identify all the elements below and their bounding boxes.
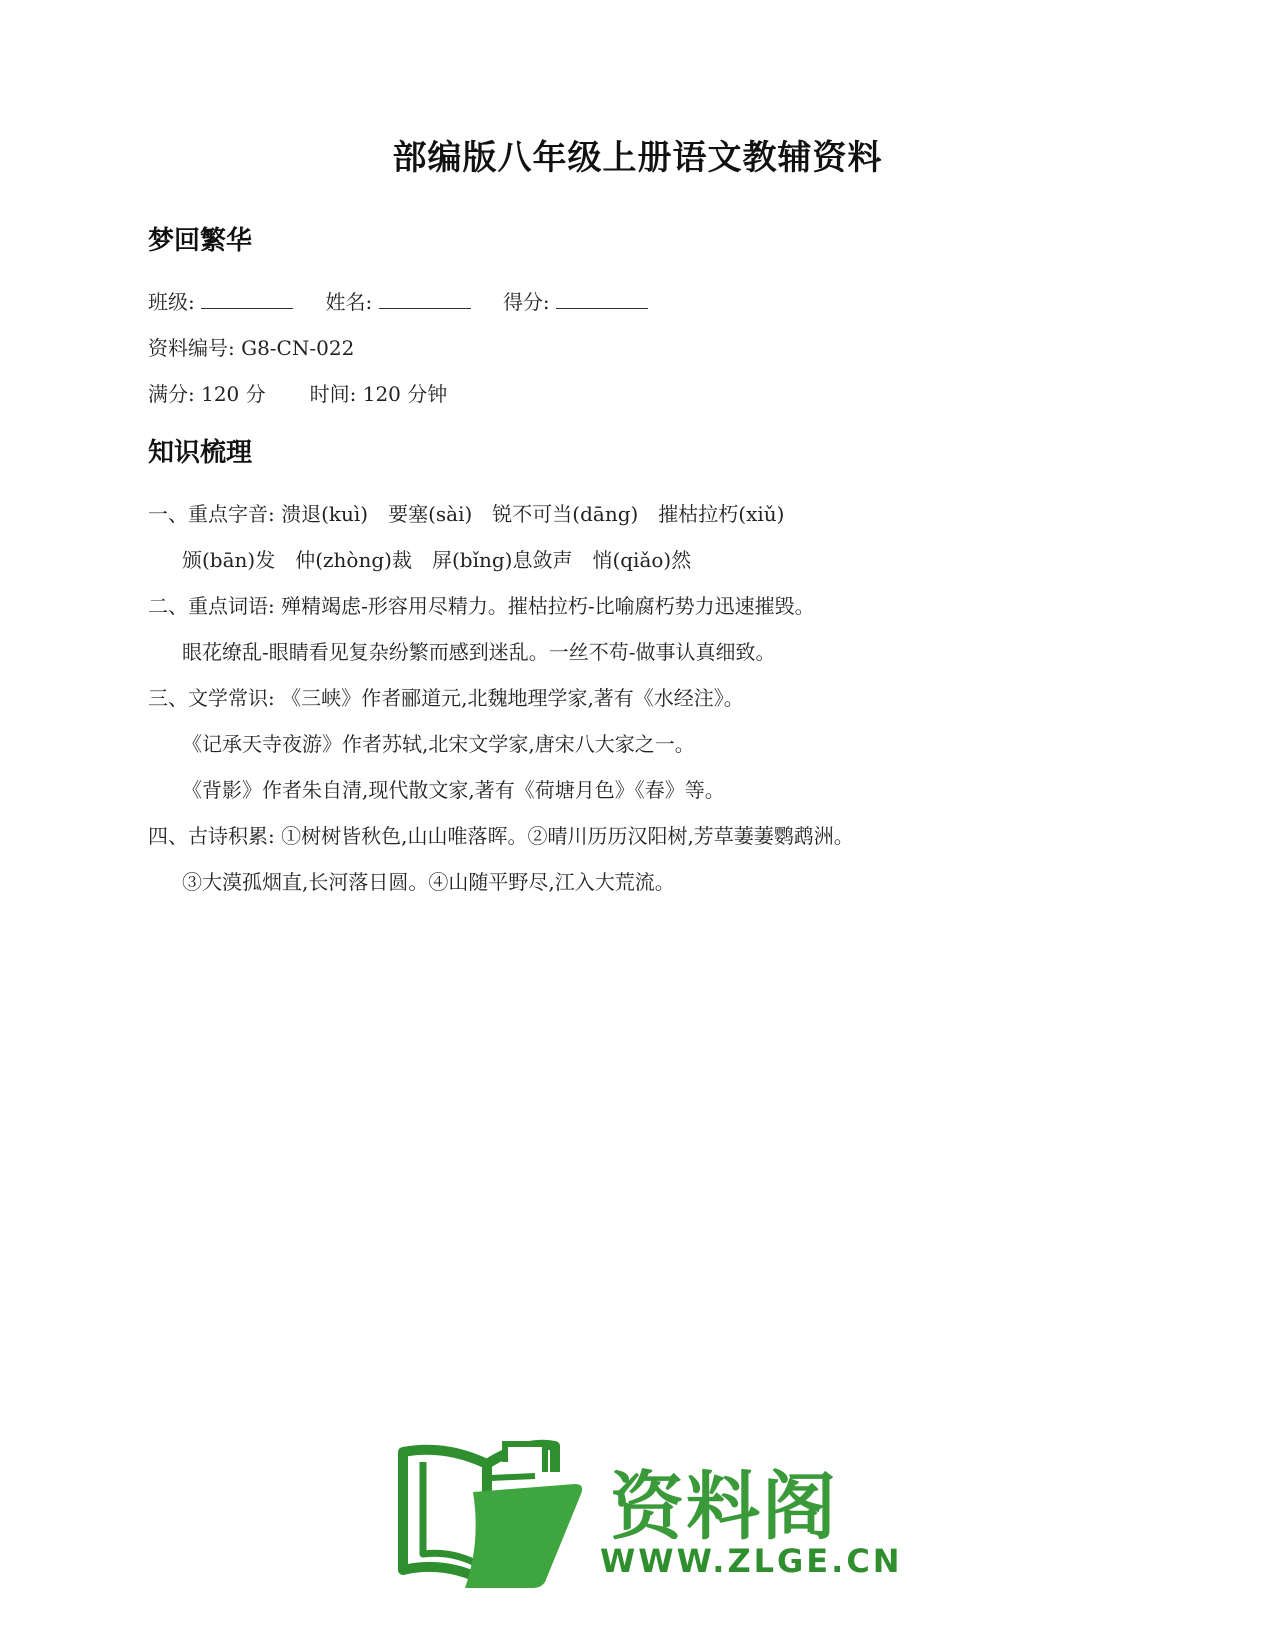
score-blank[interactable] xyxy=(556,292,648,309)
content-line: 二、重点词语: 殚精竭虑-形容用尽精力。摧枯拉朽-比喻腐朽势力迅速摧毁。 xyxy=(148,594,815,618)
document-title: 部编版八年级上册语文教辅资料 xyxy=(392,138,883,178)
lesson-title: 梦回繁华 xyxy=(148,226,253,256)
logo-url[interactable]: WWW.ZLGE.CN xyxy=(600,1542,903,1580)
class-blank[interactable] xyxy=(201,292,293,309)
content-line: 颁(bān)发 仲(zhòng)裁 屏(bǐng)息敛声 悄(qiǎo)然 xyxy=(182,548,692,572)
class-label: 班级: xyxy=(148,290,195,314)
content-line: ③大漠孤烟直,长河落日圆。④山随平野尽,江入大荒流。 xyxy=(182,870,675,894)
content-line: 一、重点字音: 溃退(kuì) 要塞(sài) 锐不可当(dāng) 摧枯拉朽(xiǔ) xyxy=(148,502,785,526)
score-time-row xyxy=(148,378,447,407)
doc-id: 资料编号: G8-CN-022 xyxy=(148,336,355,360)
time-limit: 时间: 120 分钟 xyxy=(309,382,448,406)
section-heading: 知识梳理 xyxy=(148,438,253,468)
name-blank[interactable] xyxy=(379,292,471,309)
content-line: 眼花缭乱-眼睛看见复杂纷繁而感到迷乱。一丝不苟-做事认真细致。 xyxy=(182,640,776,664)
open-book-folder-icon xyxy=(395,1432,595,1592)
content-line: 三、文学常识: 《三峡》作者郦道元,北魏地理学家,著有《水经注》。 xyxy=(148,686,744,710)
info-fields-row xyxy=(148,286,674,315)
content-line: 《记承天寺夜游》作者苏轼,北宋文学家,唐宋八大家之一。 xyxy=(182,732,695,756)
logo-name: 资料阁 xyxy=(610,1464,838,1550)
content-line: 《背影》作者朱自清,现代散文家,著有《荷塘月色》《春》等。 xyxy=(182,778,725,802)
score-label: 得分: xyxy=(502,290,550,314)
full-score: 满分: 120 分 xyxy=(148,382,266,406)
content-line: 四、古诗积累: ①树树皆秋色,山山唯落晖。②晴川历历汉阳树,芳草萋萋鹦鹉洲。 xyxy=(148,824,854,848)
name-label: 姓名: xyxy=(325,290,373,314)
